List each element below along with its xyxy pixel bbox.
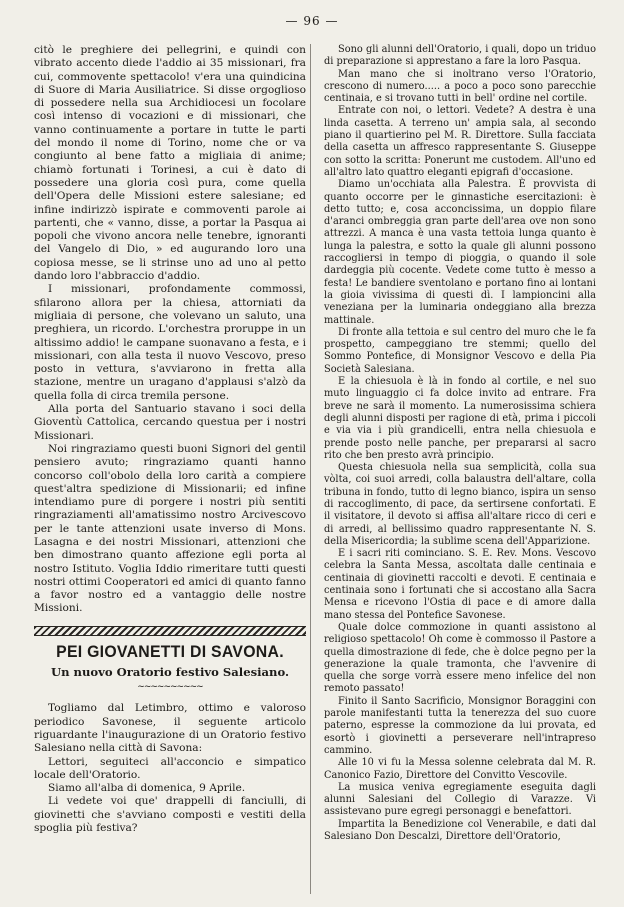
left-after-paragraph-3: Siamo all'alba di domenica, 9 Aprile. [48, 782, 246, 795]
left-paragraph-3: Alla porta del Santuario stavano i soci della Gioventù Cattolica, cercando questua per i nostri Missionari. [34, 403, 306, 442]
left-paragraph-1: citò le preghiere dei pellegrini, e quindi con vibrato accento diede l'addio ai 35 missionari, fra cui, commovente spettacolo! v'era una quindicina di Suore di Maria Ausiliatrice. Si disse orgoglioso di possedere nella sua Archidiocesi un focolare così intenso di vocazioni e di missionari, che vanno continuamente a portare in tutte le parti del mondo il nome di Torino, nome che or va congiunto al bene fatto a migliaia di anime; chiamò fortunati i Torinesi, a cui è dato di possedere una gloria così pura, come quella dell'Opera delle Missioni estere salesiane; ed infine indirizzò ispirate e commoventi parole ai partenti, che « vanno, disse, a portar la Pasqua ai popoli che vivono ancora nelle tenebre, ignoranti del Vangelo di Dio, » ed augurando loro una copiosa messe, se li strinse uno ad uno al petto dando loro l'abbraccio d'addio. [34, 44, 306, 283]
right-column [324, 44, 596, 843]
section-title: PEI GIOVANETTI DI SAVONA. [56, 641, 284, 661]
right-paragraph-11: Alle 10 vi fu la Messa solenne celebrata dal M. R. Canonico Fazio, Direttore del Convitto Vescovile. [324, 757, 596, 781]
page-number: — 96 — [285, 14, 339, 28]
right-paragraph-8: E i sacri riti cominciano. S. E. Rev. Mons. Vescovo celebra la Santa Messa, ascoltata dalle centinaia e centinaia di giovinetti raccolti e devoti. E centinaia e centinaia sono i fortunati che si accostano alla Sacra Mensa e ricevono l'Ostia di pace e di amore dalla mano stessa del Pontefice Savonese. [324, 548, 596, 621]
left-paragraph-2: I missionari, profondamente commossi, sfilarono allora per la chiesa, attorniati da migliaia di persone, che volevano un saluto, una preghiera, un ricordo. L'orchestra proruppe in un altissimo addio! le campane suonavano a festa, e i missionari, con alla testa il nuovo Vescovo, preso posto in vettura, s'avviarono in fretta alla stazione, mentre un uragano d'applausi s'alzò da quella folla di circa tremila persone. [34, 283, 306, 402]
right-paragraph-6: E la chiesuola è là in fondo al cortile, e nel suo muto linguaggio ci fa dolce invito ad entrare. Fra breve ne sarà il momento. La numerosissima schiera degli alunni disposti per ragione di età, prima i piccoli e via via i più grandicelli, entra nella chiesuola e prende posto nelle panche, per prepararsi al sacro rito che ben presto avrà principio. [324, 376, 596, 461]
right-paragraph-13: Impartita la Benedizione col Venerabile, e dati dal Salesiano Don Descalzi, Direttore dell'Oratorio, [324, 818, 596, 842]
right-paragraph-4: Diamo un'occhiata alla Palestra. È provvista di quanto occorre per le ginnastiche esercitazioni: è detto tutto; e, cosa acconcissima, un doppio filare d'aranci ombreggia gran parte dell'area ove non sono attrezzi. A manca è una vasta tettoia lunga quanto è lunga la palestra, e sotto la quale gli alunni possono raccogliersi in tempo di pioggia, o quando il sole dardeggia più cocente. Vedete come tutto è messo a festa! Le bandiere sventolano e portano fino ai lontani la gioia vivissima di questi dì. I lampioncini alla veneziana per la luminaria ondeggiano alla brezza mattinale. [324, 179, 596, 326]
section-subtitle: Un nuovo Oratorio festivo Salesiano. [50, 664, 290, 679]
right-paragraph-3: Entrate con noi, o lettori. Vedete? A destra è una linda casetta. A terreno un' ampia sala, al secondo piano il quartierino pel M. R. Direttore. Sulla facciata della casetta un affresco rappresentante S. Giuseppe con sotto la scritta: Ponerunt me custodem. All'uno ed all'altro lato quattro eleganti epigrafi d'occasione. [324, 105, 596, 178]
left-after-paragraph-1: Togliamo dal Letimbro, ottimo e valoroso periodico Savonese, il seguente articolo riguardante l'inaugurazione di un Oratorio festivo Salesiano nella città di Savona: [34, 702, 306, 755]
right-paragraph-9: Quale dolce commozione in quanti assistono al religioso spettacolo! Oh come è commosso il Pastore a quella dimostrazione di fede, che è dolce pegno per la generazione la quale tramonta, che l'avvenire di quella che sorge vorrà essere meno infelice del non remoto passato! [324, 621, 596, 695]
ornamental-divider [34, 626, 306, 636]
right-paragraph-12: La musica veniva egregiamente eseguita dagli alunni Salesiani del Collegio di Varazze. Vi assistevano pure egregi personaggi e benefattori. [324, 781, 596, 818]
squiggle-divider: ~~~~~~~~~~ [137, 682, 203, 693]
right-paragraph-10: Finito il Santo Sacrificio, Monsignor Boraggini con parole manifestanti tutta la tenerezza del suo cuore paterno, espresse la commozione da lui provata, ed esortò i giovinetti a perseverare nell'intrapreso cammino. [324, 695, 596, 756]
right-paragraph-7: Questa chiesuola nella sua semplicità, colla sua vòlta, coi suoi arredi, colla balaustra dell'altare, colla tribuna in fondo, tutto di legno bianco, ispira un senso di raccoglimento, di pace, da sertirsene confortati. E il visitatore, il devoto si affisa all'altare ricco di ceri e di arredi, al bellissimo quadro rappresentante N. S. della Misericordia; la sublime scena dell'Apparizione. [324, 462, 596, 547]
right-paragraph-5: Di fronte alla tettoia e sul centro del muro che le fa prospetto, campeggiano tre stemmi; quello del Sommo Pontefice, di Monsignor Vescovo e della Pia Società Salesiana. [324, 326, 596, 375]
left-after-paragraph-2: Lettori, seguiteci all'acconcio e simpatico locale dell'Oratorio. [34, 755, 306, 781]
right-paragraph-2: Man mano che si inoltrano verso l'Oratorio, crescono di numero..... a poco a poco sono parecchie centinaia, e si trovano tutti in bell' ordine nel cortile. [324, 68, 596, 105]
left-after-paragraph-4: Li vedete voi que' drappelli di fanciulli, di giovinetti che s'avviano composti e vestiti della spoglia più festiva? [34, 795, 306, 835]
right-paragraph-1: Sono gli alunni dell'Oratorio, i quali, dopo un triduo di preparazione si apprestano a fare la loro Pasqua. [324, 44, 596, 68]
left-paragraph-4: Noi ringraziamo questi buoni Signori del gentil pensiero avuto; ringraziamo quanti hanno concorso coll'obolo della loro carità a compiere quest'altra spedizione di Missionarii; ed infine intendiamo pure di porgere i nostri più sentiti ringraziamenti all'amatissimo nostro Arcivescovo per le tante attenzioni usate inverso di Mons. Lasagna e dei nostri Missionari, attenzioni che ben dimostrano quanto affezione egli porta al nostro Istituto. Voglia Iddio rimeritare tutti questi nostri ottimi Cooperatori ed amici di quanto fanno a favor nostro ed a vantaggio delle nostre Missioni. [34, 442, 306, 615]
column-rule [310, 44, 311, 894]
left-column [34, 44, 306, 835]
